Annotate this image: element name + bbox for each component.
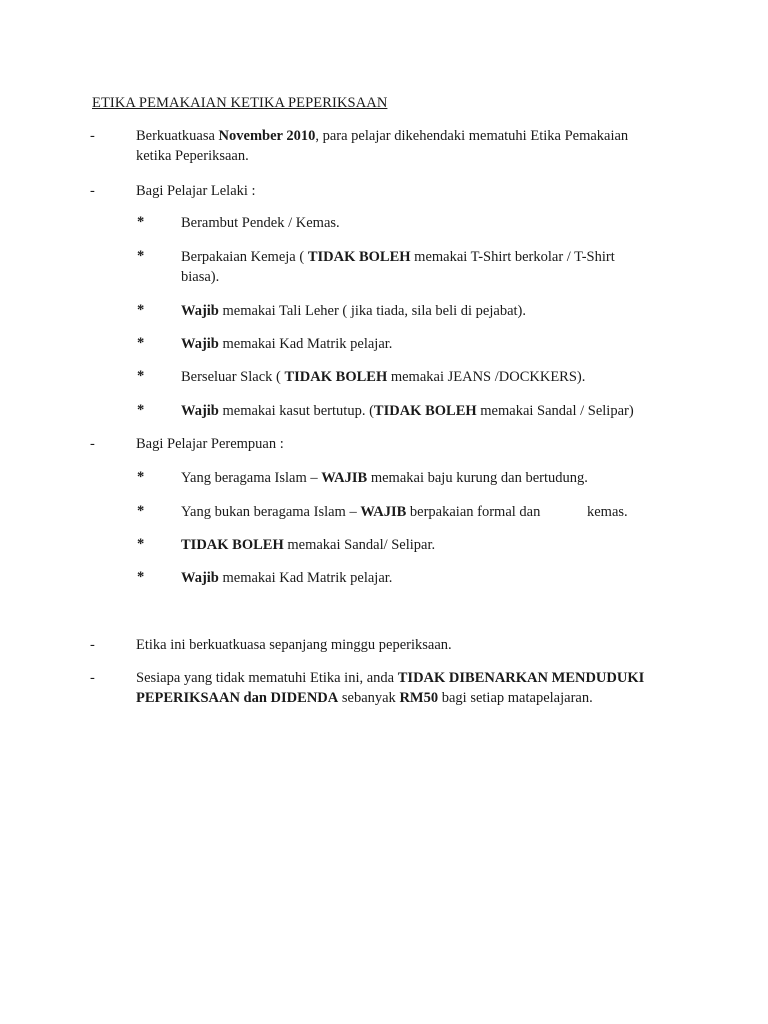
bullet-star: * bbox=[137, 569, 145, 585]
bullet-dash: - bbox=[90, 183, 95, 199]
bullet-star: * bbox=[137, 503, 145, 519]
lelaki-rule-6-b: memakai kasut bertutup. ( bbox=[218, 403, 374, 419]
lelaki-rule-3 bbox=[181, 301, 526, 321]
lelaki-rule-2-d: biasa). bbox=[181, 269, 220, 285]
lelaki-rule-6 bbox=[181, 401, 634, 421]
perempuan-rule-3 bbox=[181, 535, 435, 555]
lelaki-rule-5-a: Berseluar Slack ( bbox=[181, 369, 285, 385]
perempuan-rule-3-b: memakai Sandal/ Selipar. bbox=[283, 537, 436, 553]
bullet-dash: - bbox=[90, 436, 95, 452]
perempuan-rule-1-c: memakai baju kurung dan bertudung. bbox=[367, 470, 588, 486]
lelaki-rule-3-b: memakai Tali Leher ( jika tiada, sila beli di pejabat). bbox=[218, 303, 527, 319]
bullet-star: * bbox=[137, 214, 145, 230]
intro-date: November 2010 bbox=[218, 128, 316, 144]
lelaki-rule-4 bbox=[181, 334, 392, 354]
lelaki-rule-2-c: memakai T-Shirt berkolar / T-Shirt bbox=[410, 249, 615, 265]
perempuan-rule-2-c: berpakaian formal dan bbox=[406, 504, 541, 520]
perempuan-rule-4 bbox=[181, 568, 392, 588]
lelaki-rule-6-d: memakai Sandal / Selipar) bbox=[476, 403, 634, 419]
bullet-star: * bbox=[137, 536, 145, 552]
perempuan-rule-1 bbox=[181, 468, 588, 488]
closing-2-d: sebanyak bbox=[338, 690, 400, 706]
lelaki-rule-2 bbox=[181, 247, 615, 287]
perempuan-rule-3-a: TIDAK BOLEH bbox=[181, 537, 284, 553]
closing-paragraph-1: Etika ini berkuatkuasa sepanjang minggu peperiksaan. bbox=[136, 637, 452, 653]
perempuan-rule-4-b: memakai Kad Matrik pelajar. bbox=[218, 570, 393, 586]
closing-2-e: RM50 bbox=[399, 690, 439, 706]
perempuan-rule-1-b: WAJIB bbox=[321, 470, 368, 486]
closing-2-a: Sesiapa yang tidak mematuhi Etika ini, anda bbox=[136, 670, 398, 686]
lelaki-rule-6-c: TIDAK BOLEH bbox=[373, 403, 477, 419]
bullet-star: * bbox=[137, 402, 145, 418]
closing-2-c: PEPERIKSAAN dan DIDENDA bbox=[136, 690, 339, 706]
closing-2-f: bagi setiap matapelajaran. bbox=[438, 690, 593, 706]
bullet-star: * bbox=[137, 368, 145, 384]
bullet-star: * bbox=[137, 248, 145, 264]
lelaki-rule-4-a: Wajib bbox=[181, 336, 219, 352]
bullet-star: * bbox=[137, 469, 145, 485]
lelaki-rule-2-b: TIDAK BOLEH bbox=[307, 249, 411, 265]
intro-text-d: ketika Peperiksaan. bbox=[136, 148, 249, 164]
bullet-dash: - bbox=[90, 670, 95, 686]
perempuan-rule-2-tail: kemas. bbox=[587, 504, 628, 520]
lelaki-rule-1: Berambut Pendek / Kemas. bbox=[181, 215, 340, 231]
document-title: ETIKA PEMAKAIAN KETIKA PEPERIKSAAN bbox=[92, 95, 388, 111]
perempuan-rule-2-a: Yang bukan beragama Islam – bbox=[181, 504, 361, 520]
lelaki-rule-3-a: Wajib bbox=[181, 303, 219, 319]
intro-text-c: , para pelajar dikehendaki mematuhi Etika Pemakaian bbox=[315, 128, 629, 144]
closing-paragraph-2 bbox=[136, 668, 696, 708]
intro-paragraph bbox=[136, 126, 696, 166]
lelaki-heading: Bagi Pelajar Lelaki : bbox=[136, 183, 256, 199]
lelaki-rule-5 bbox=[181, 367, 585, 387]
bullet-dash: - bbox=[90, 637, 95, 653]
perempuan-rule-2-b: WAJIB bbox=[360, 504, 407, 520]
closing-2-b: TIDAK DIBENARKAN MENDUDUKI bbox=[397, 670, 645, 686]
perempuan-heading: Bagi Pelajar Perempuan : bbox=[136, 436, 284, 452]
lelaki-rule-2-a: Berpakaian Kemeja ( bbox=[181, 249, 308, 265]
perempuan-rule-4-a: Wajib bbox=[181, 570, 219, 586]
lelaki-rule-6-a: Wajib bbox=[181, 403, 219, 419]
lelaki-rule-5-b: TIDAK BOLEH bbox=[284, 369, 388, 385]
bullet-star: * bbox=[137, 335, 145, 351]
bullet-dash: - bbox=[90, 128, 95, 144]
intro-text-a: Berkuatkuasa bbox=[136, 128, 219, 144]
bullet-star: * bbox=[137, 302, 145, 318]
lelaki-rule-5-c: memakai JEANS /DOCKKERS). bbox=[387, 369, 586, 385]
perempuan-rule-1-a: Yang beragama Islam – bbox=[181, 470, 322, 486]
perempuan-rule-2 bbox=[181, 502, 540, 522]
lelaki-rule-4-b: memakai Kad Matrik pelajar. bbox=[218, 336, 393, 352]
